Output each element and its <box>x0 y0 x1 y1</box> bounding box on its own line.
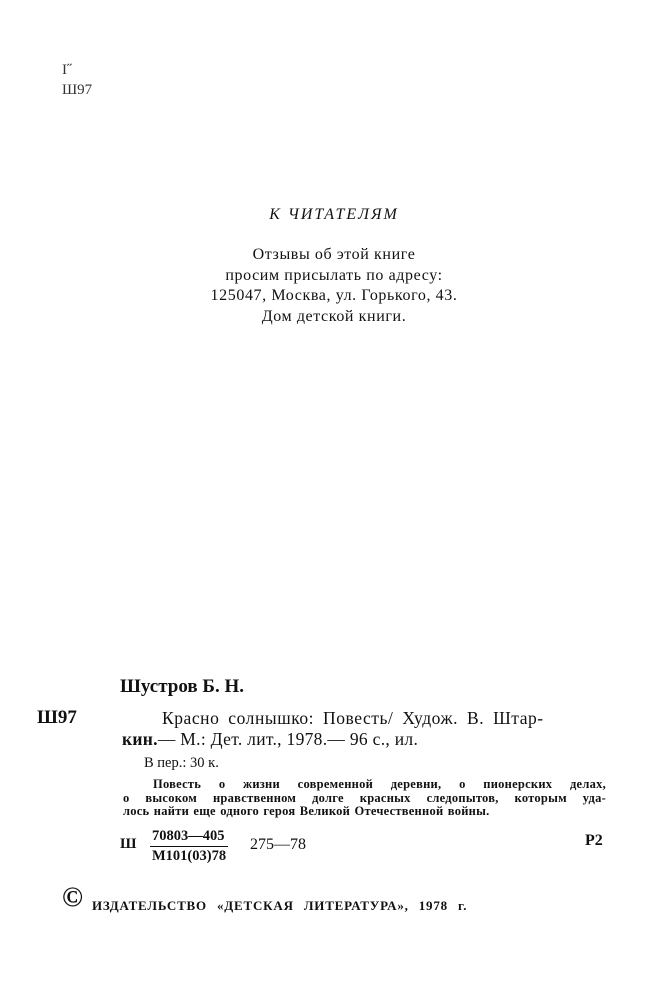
reader-notice-body <box>0 245 668 327</box>
index-tail: 275—78 <box>250 836 306 853</box>
reader-notice-line: Отзывы об этой книге <box>252 246 416 263</box>
index-numerator: 70803—405 <box>150 828 228 847</box>
annotation-text: лось найти еще одного героя Великой Отечественной войны. <box>123 804 490 818</box>
reader-notice-line: 125047, Москва, ул. Горького, 43. <box>210 287 458 304</box>
catalog-description-line2 <box>122 729 418 750</box>
reader-notice-title: К ЧИТАТЕЛЯМ <box>269 206 399 223</box>
index-letter: Ш <box>120 836 137 852</box>
catalog-description-bold: кин. <box>122 729 158 749</box>
publisher-line: ИЗДАТЕЛЬСТВО «ДЕТСКАЯ ЛИТЕРАТУРА», 1978 г. <box>92 898 468 913</box>
annotation-text: о высоком нравственном долге красных следопытов, которым уда- <box>123 791 606 805</box>
index-fraction <box>150 828 228 865</box>
catalog-description-rest: — М.: Дет. лит., 1978.— 96 с., ил. <box>157 729 419 749</box>
catalog-author: Шустров Б. Н. <box>120 676 244 697</box>
catalog-classification-code: Ш97 <box>37 707 77 728</box>
category-code: Р2 <box>585 832 603 849</box>
index-denominator: М101(03)78 <box>152 848 227 864</box>
catalog-annotation-line <box>123 778 606 792</box>
reader-notice-line: Дом детской книги. <box>261 307 407 325</box>
catalog-price: В пер.: 30 к. <box>144 755 219 771</box>
catalog-annotation-line <box>123 805 606 819</box>
corner-mark-code: Ш97 <box>62 82 93 98</box>
annotation-text: Повесть о жизни современной деревни, о пионерских делах, <box>153 777 606 791</box>
catalog-description-line1: Красно солнышко: Повесть/ Худож. В. Штар- <box>162 708 544 728</box>
reader-notice-line: просим присылать по адресу: <box>225 266 443 284</box>
copyright-icon: © <box>62 882 83 913</box>
corner-mark-top: I˝ <box>62 62 72 78</box>
